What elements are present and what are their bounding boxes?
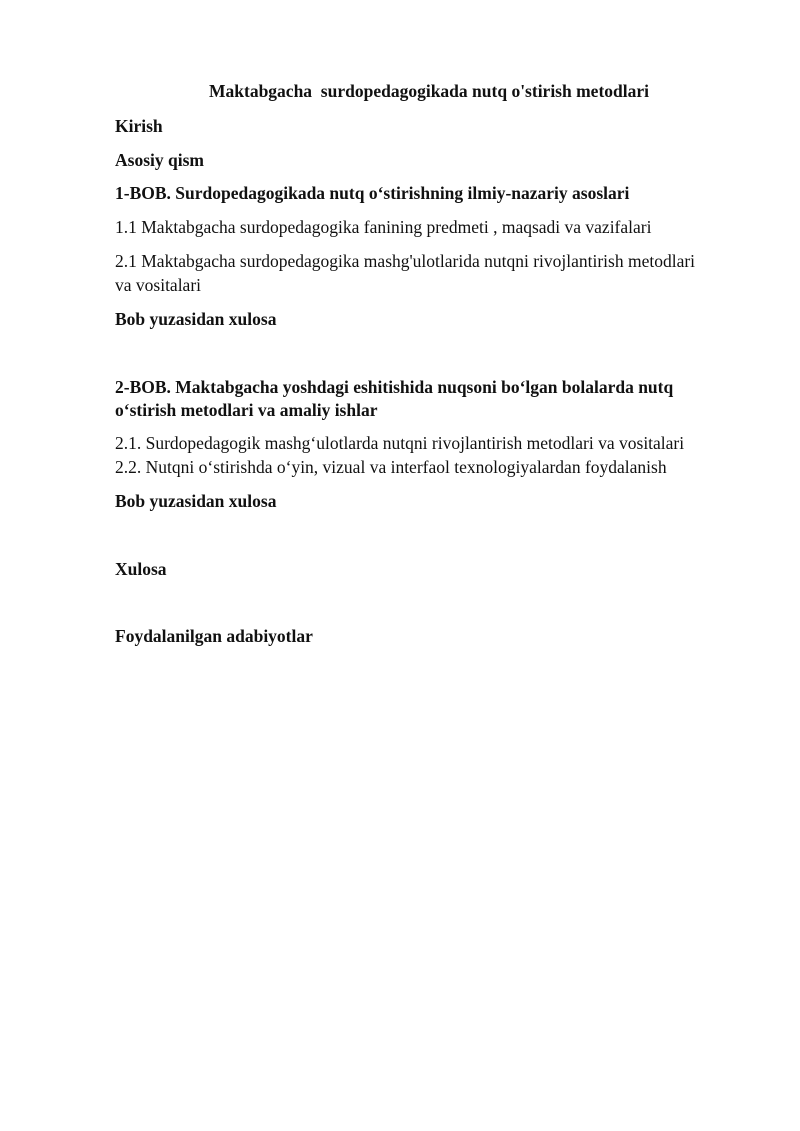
chapter1-heading: 1-BOB. Surdopedagogikada nutq o‘stirishning ilmiy-nazariy asoslari <box>115 183 630 203</box>
chapter1-section1: 1.1 Maktabgacha surdopedagogika fanining predmeti , maqsadi va vazifalari <box>115 217 652 237</box>
final-conclusion-heading: Xulosa <box>115 559 167 579</box>
document-title: Maktabgacha surdopedagogikada nutq o'stirish metodlari <box>209 81 649 101</box>
chapter2-heading-line2: o‘stirish metodlari va amaliy ishlar <box>115 400 378 420</box>
references-heading: Foydalanilgan adabiyotlar <box>115 626 313 646</box>
chapter2-section2: 2.2. Nutqni o‘stirishda o‘yin, vizual va interfaol texnologiyalardan foydalanish <box>115 457 667 477</box>
chapter1-conclusion: Bob yuzasidan xulosa <box>115 309 277 329</box>
chapter2-section1: 2.1. Surdopedagogik mashg‘ulotlarda nutqni rivojlantirish metodlari va vositalari <box>115 433 685 453</box>
main-part-heading: Asosiy qism <box>115 150 204 170</box>
chapter2-conclusion: Bob yuzasidan xulosa <box>115 491 277 511</box>
chapter1-section2-line1: 2.1 Maktabgacha surdopedagogika mashg'ulotlarida nutqni rivojlantirish metodlari <box>115 251 696 271</box>
chapter2-heading-line1: 2-BOB. Maktabgacha yoshdagi eshitishida nuqsoni bo‘lgan bolalarda nutq <box>115 377 674 397</box>
chapter1-section2-line2: va vositalari <box>115 275 202 295</box>
intro-heading: Kirish <box>115 116 163 136</box>
